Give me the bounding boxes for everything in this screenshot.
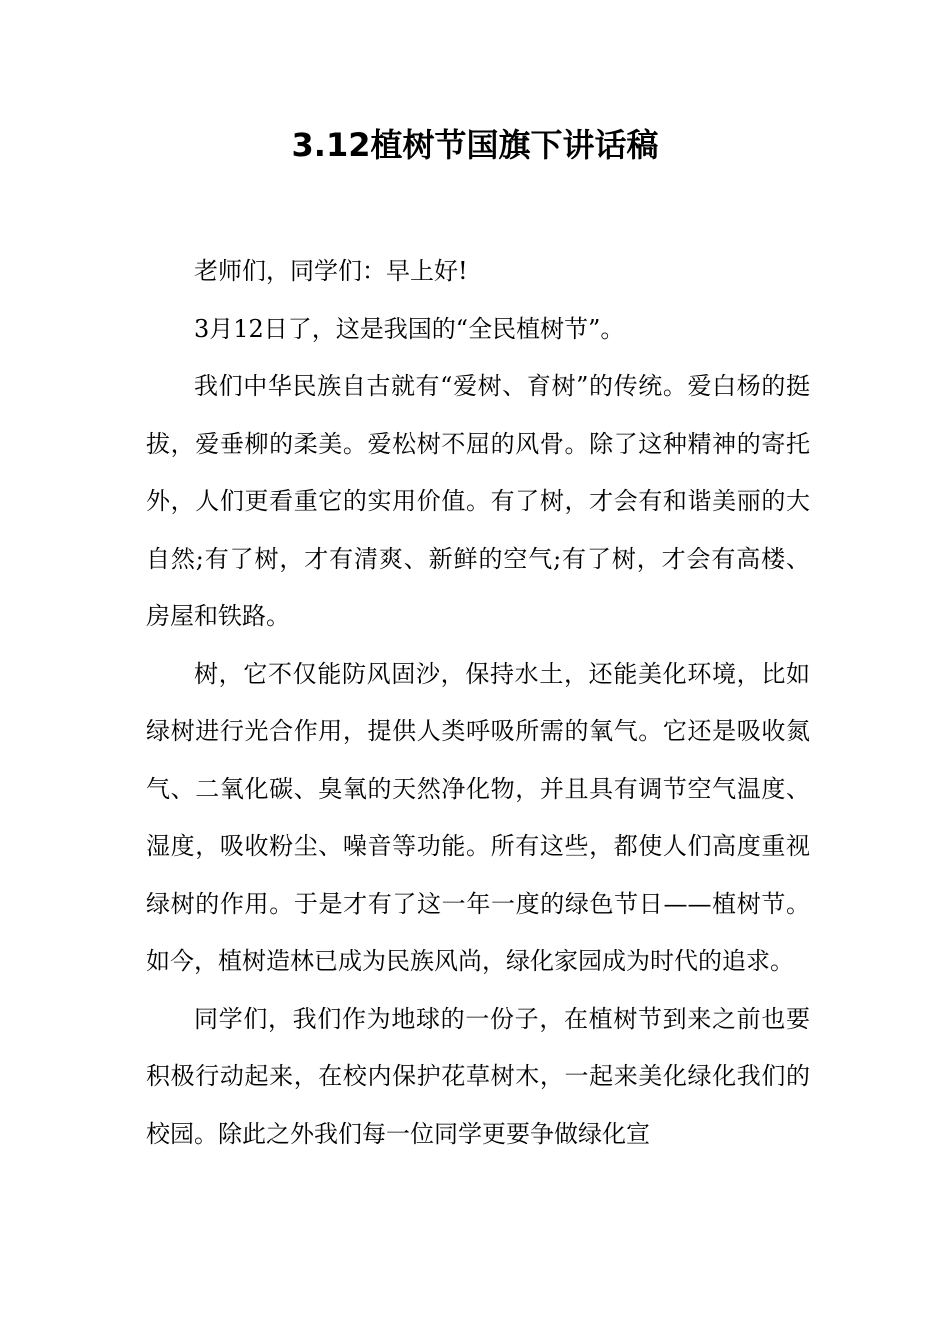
paragraph-greeting: 老师们，同学们：早上好! (194, 257, 468, 285)
paragraph-tree-functions: 树，它不仅能防风固沙，保持水土，还能美化环境，比如绿树进行光合作用，提供人类呼吸所需的氧气。它还是吸收氮气、二氧化碳、臭氧的天然净化物，并且具有调节空气温度、湿度，吸收粉尘、噪音等功能。所有这些，都使人们高度重视绿树的作用。于是才有了这一年一度的绿色节日——植树节。如今，植树造林已成为民族风尚，绿化家园成为时代的追求。 (146, 659, 810, 975)
document-title: 3.12植树节国旗下讲话稿 (291, 126, 659, 164)
paragraph-call-to-action: 同学们，我们作为地球的一份子，在植树节到来之前也要积极行动起来，在校内保护花草树木，一起来美化绿化我们的校园。除此之外我们每一位同学更要争做绿化宣 (146, 1004, 810, 1148)
paragraph-date: 3月12日了，这是我国的“全民植树节”。 (194, 314, 625, 343)
paragraph-tradition: 我们中华民族自古就有“爱树、育树”的传统。爱白杨的挺拔，爱垂柳的柔美。爱松树不屈的风骨。除了这种精神的寄托外，人们更看重它的实用价值。有了树，才会有和谐美丽的大自然;有了树，才有清爽、新鲜的空气;有了树，才会有高楼、房屋和铁路。 (146, 372, 810, 630)
document-body (146, 243, 810, 1163)
